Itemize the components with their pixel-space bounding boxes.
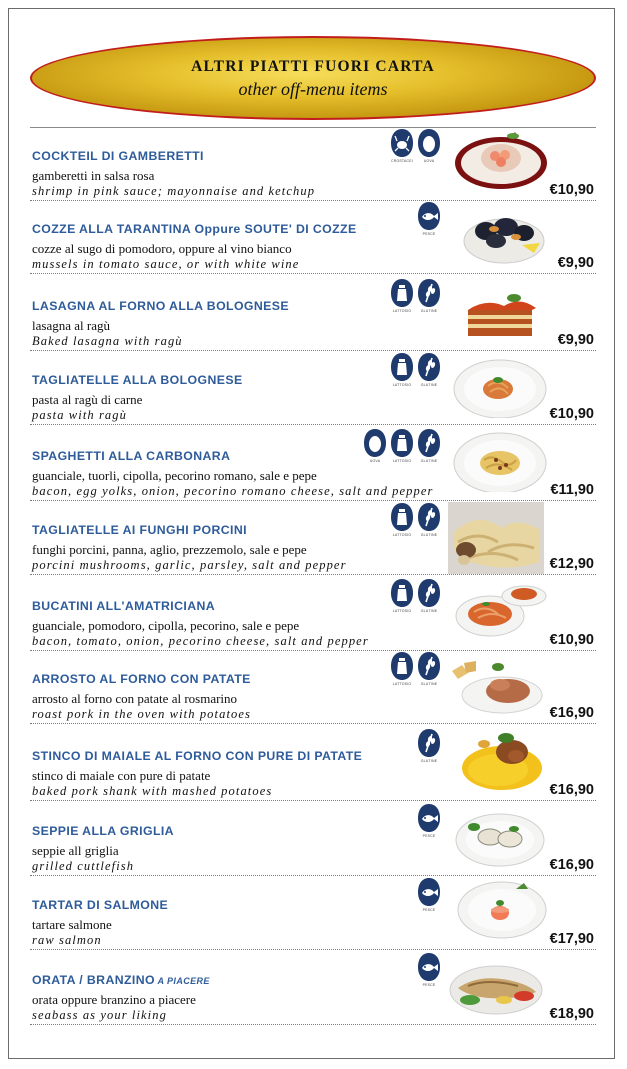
dish-name-text: COCKTEIL DI GAMBERETTI [32,149,204,163]
page-subtitle: other off-menu items [238,79,388,99]
dish-name [32,749,362,763]
dish-name [32,599,215,613]
dish-name-text: ARROSTO AL FORNO CON PATATE [32,672,251,686]
dish-name [32,824,174,838]
dish-description-english: seabass as your liking [32,1008,167,1022]
menu-item [30,352,596,425]
dish-description-english: raw salmon [32,933,102,947]
menu-item [30,728,596,801]
item-divider [30,800,596,801]
dish-photo-shrimp-cocktail [453,128,549,195]
dish-description-english: bacon, tomato, onion, pecorino cheese, salt and pepper [32,634,369,648]
allergen-label: LATTOSIO [392,459,412,463]
dish-description-italian: seppie all griglia [32,843,119,858]
menu-item [30,877,596,950]
item-divider [30,574,596,575]
allergen-label: CROSTACEI [391,159,413,163]
dish-name-text: SPAGHETTI ALLA CARBONARA [32,449,231,463]
item-divider [30,424,596,425]
dish-description-english: baked pork shank with mashed potatoes [32,784,273,798]
dish-description-italian: arrosto al forno con patate al rosmarino [32,691,238,706]
item-divider [30,723,596,724]
dish-photo-porcini-tagliatelle [448,502,544,579]
dish-photo-tagliatelle-bolognese [452,356,548,423]
dish-name [32,373,243,387]
allergen-label: PESCE [422,983,436,987]
item-divider [30,500,596,501]
menu-item [30,428,596,501]
allergen-label: LATTOSIO [392,309,412,313]
dish-name [32,222,357,236]
lactose-icon [390,428,414,463]
dish-description-english: mussels in tomato sauce, or with white wine [32,257,300,271]
lactose-icon [390,651,414,686]
menu-item [30,278,596,351]
lactose-icon [390,578,414,613]
fish-icon [417,877,441,912]
dish-name [32,672,251,686]
dish-price: €10,90 [549,182,594,198]
dish-price: €10,90 [549,632,594,648]
gluten-icon [417,428,441,463]
dish-price: €16,90 [549,857,594,873]
dish-name [32,973,210,987]
dish-price: €17,90 [549,931,594,947]
item-divider [30,875,596,876]
dish-photo-lasagna [456,280,552,347]
dish-name [32,898,168,912]
dish-name-text: SEPPIE ALLA GRIGLIA [32,824,174,838]
gluten-icon [417,278,441,313]
dish-description-italian: gamberetti in salsa rosa [32,168,155,183]
dish-description-italian: funghi porcini, panna, aglio, prezzemolo, sale e pepe [32,542,307,557]
menu-item [30,952,596,1025]
dish-description-italian: stinco di maiale con pure di patate [32,768,211,783]
allergen-label: PESCE [422,908,436,912]
dish-description-italian: orata oppure branzino a piacere [32,992,196,1007]
menu-item [30,803,596,876]
dish-name-text: COZZE ALLA TARANTINA Oppure SOUTE' DI COZZE [32,222,357,236]
dish-price: €11,90 [550,482,594,498]
dish-photo-seabass [448,956,544,1023]
allergen-label: GLUTINE [420,309,438,313]
dish-price: €9,90 [557,255,594,271]
page-title: ALTRI PIATTI FUORI CARTA [191,58,435,75]
item-divider [30,273,596,274]
allergen-label: GLUTINE [420,609,438,613]
lactose-icon [390,278,414,313]
menu-item [30,578,596,651]
gluten-icon [417,728,441,763]
allergen-label: GLUTINE [420,383,438,387]
lactose-icon [390,502,414,537]
lactose-icon [390,352,414,387]
dish-price: €16,90 [549,705,594,721]
dish-name-text: TARTAR DI SALMONE [32,898,169,912]
dish-name-extra: A PIACERE [154,976,210,986]
item-divider [30,1024,596,1025]
allergen-label: UOVA [423,159,435,163]
gluten-icon [417,578,441,613]
dish-description-english: grilled cuttlefish [32,859,135,873]
dish-price: €18,90 [549,1006,594,1022]
dish-description-italian: guanciale, pomodoro, cipolla, pecorino, sale e pepe [32,618,300,633]
allergen-label: LATTOSIO [392,609,412,613]
dish-description-english: Baked lasagna with ragù [32,334,183,348]
dish-photo-pork-shank [454,728,550,795]
dish-photo-salmon-tartare [454,877,550,944]
dish-description-english: pasta with ragù [32,408,127,422]
dish-photo-mussels [456,203,552,270]
dish-description-italian: tartare salmone [32,917,112,932]
dish-description-english: shrimp in pink sauce; mayonnaise and ketchup [32,184,316,198]
dish-description-italian: lasagna al ragù [32,318,110,333]
dish-photo-carbonara [452,430,548,497]
menu-item [30,651,596,724]
egg-icon [363,428,387,463]
dish-photo-roast-pork [448,653,544,720]
dish-name [32,299,289,313]
dish-photo-amatriciana [452,580,548,647]
menu-item [30,201,596,274]
gluten-icon [417,502,441,537]
dish-name [32,523,247,537]
allergen-label: LATTOSIO [392,383,412,387]
dish-name-text: TAGLIATELLE AI FUNGHI PORCINI [32,523,247,537]
dish-price: €12,90 [549,556,594,572]
fish-icon [417,803,441,838]
allergen-label: GLUTINE [420,459,438,463]
allergen-label: GLUTINE [420,533,438,537]
dish-name-text: TAGLIATELLE ALLA BOLOGNESE [32,373,243,387]
dish-price: €9,90 [557,332,594,348]
dish-description-italian: pasta al ragù di carne [32,392,143,407]
item-divider [30,350,596,351]
allergen-label: LATTOSIO [392,682,412,686]
dish-description-english: roast pork in the oven with potatoes [32,707,251,721]
allergen-label: GLUTINE [420,759,438,763]
dish-description-italian: guanciale, tuorli, cipolla, pecorino romano, sale e pepe [32,468,317,483]
dish-price: €10,90 [549,406,594,422]
dish-description-english: bacon, egg yolks, onion, pecorino romano cheese, salt and pepper [32,484,434,498]
dish-photo-cuttlefish [452,807,548,874]
fish-icon [417,201,441,236]
gluten-icon [417,651,441,686]
menu-item [30,128,596,201]
allergen-label: GLUTINE [420,682,438,686]
dish-description-italian: cozze al sugo di pomodoro, oppure al vino bianco [32,241,292,256]
menu-item [30,502,596,575]
egg-icon [417,128,441,163]
dish-description-english: porcini mushrooms, garlic, parsley, salt and pepper [32,558,347,572]
gluten-icon [417,352,441,387]
dish-price: €16,90 [549,782,594,798]
crustacean-icon [390,128,414,163]
allergen-label: PESCE [422,232,436,236]
dish-name-text: BUCATINI ALL'AMATRICIANA [32,599,216,613]
allergen-label: LATTOSIO [392,533,412,537]
dish-name [32,449,230,463]
dish-name [32,149,204,163]
header-banner [30,36,596,120]
dish-name-text: LASAGNA AL FORNO ALLA BOLOGNESE [32,299,289,313]
dish-name-text: ORATA / BRANZINO [32,973,155,987]
fish-icon [417,952,441,987]
dish-name-text: STINCO DI MAIALE AL FORNO CON PURE DI PATATE [32,749,363,763]
allergen-label: PESCE [422,834,436,838]
item-divider [30,949,596,950]
allergen-label: UOVA [369,459,381,463]
